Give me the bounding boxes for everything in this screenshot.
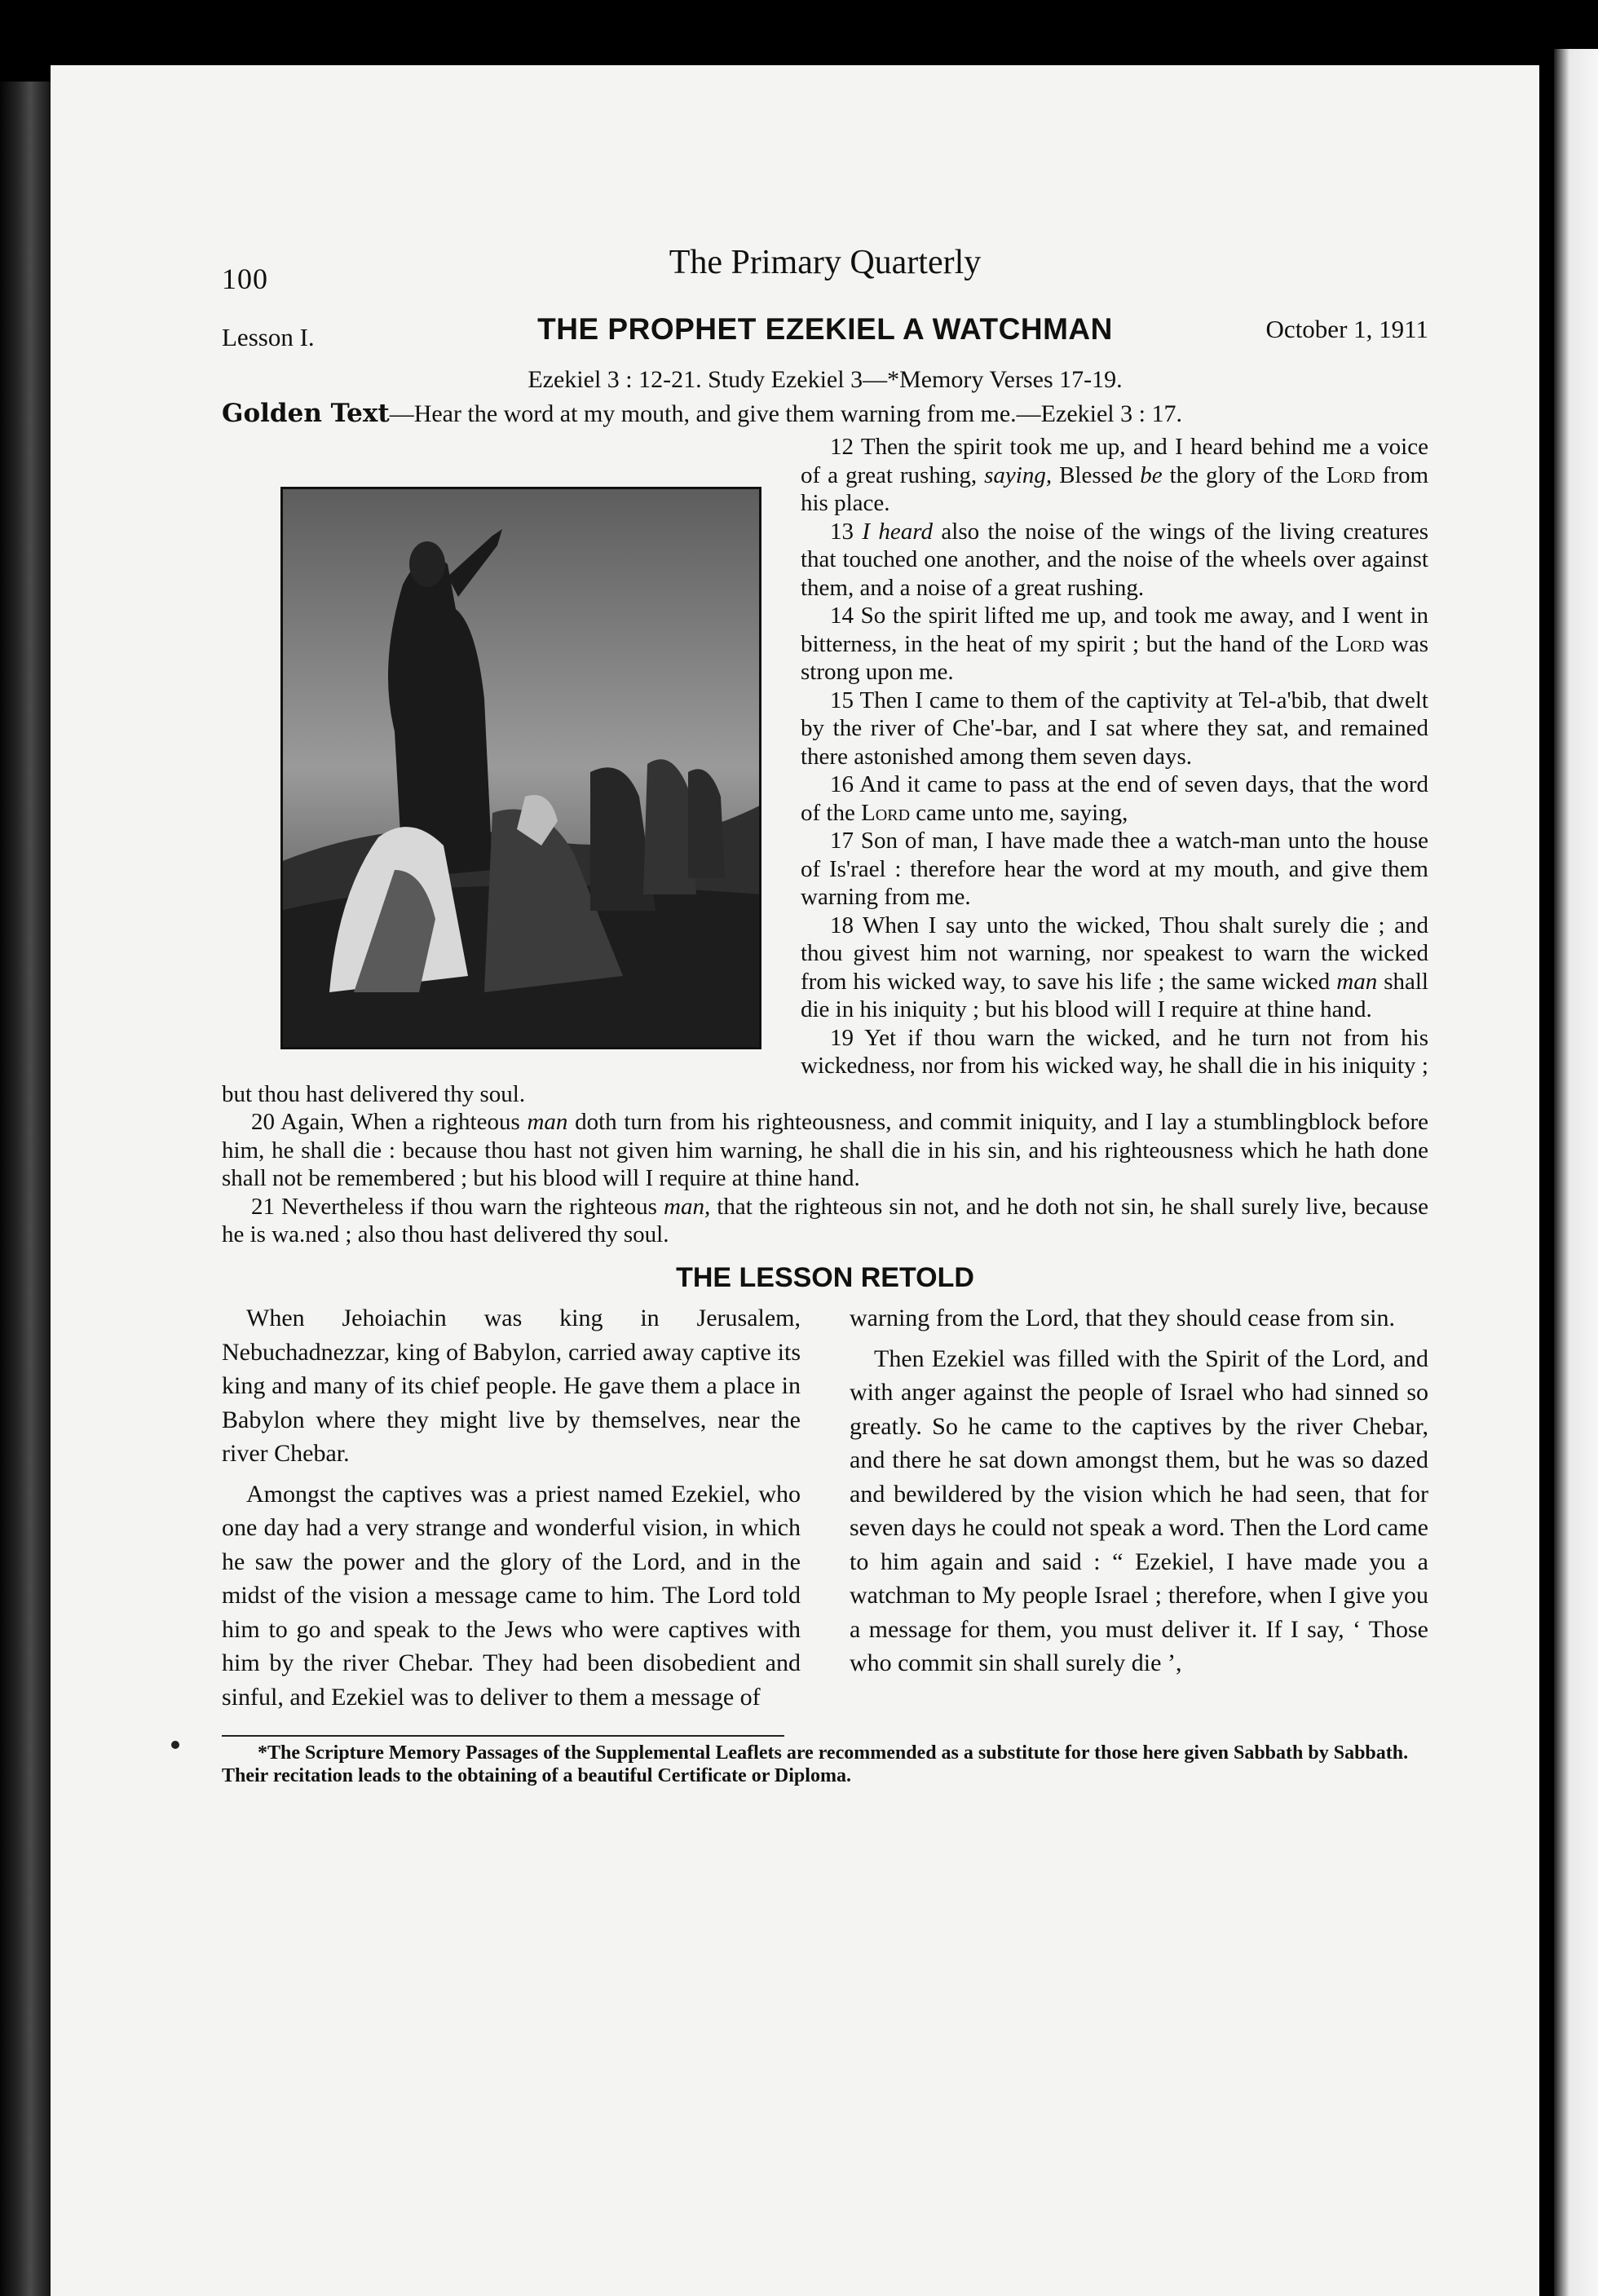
- verse-16: 16 And it came to pass at the end of seven days, that the word of the Lord came unto me, saying,: [801, 771, 1428, 826]
- lesson-number: Lesson I.: [222, 323, 315, 351]
- running-title: The Primary Quarterly: [669, 244, 982, 281]
- footnote: *The Scripture Memory Passages of the Supplemental Leaflets are recommended as a substitute for those here given Sabbath by Sabbath. Their recitation leads to the obtaining of a beautiful Certificate or Diploma.: [222, 1742, 1409, 1786]
- retold-left-column: [222, 1301, 801, 1720]
- retold-paragraph-3: Then Ezekiel was filled with the Spirit of the Lord, and with anger against the people of Israel who had sinned so greatly. So he came to the captives by the river Chebar, and there he sat down amongst them, but he was so dazed and bewildered by the vision which he had seen, that for seven days he could not speak a word. Then the Lord came to him again and said : “ Ezekiel, I have made you a watchman to My people Israel ; therefore, when I give you a message for them, you must deliver it. If I say, ‘ Those who commit sin shall surely die ’,: [850, 1344, 1428, 1676]
- scripture-reference: Ezekiel 3 : 12-21. Study Ezekiel 3—*Memory Verses 17-19.: [528, 366, 1123, 393]
- page-header: [222, 244, 1428, 295]
- prophet-engraving-image: [280, 487, 761, 1049]
- golden-text-label: Golden Text: [222, 398, 390, 428]
- lesson-header: [222, 312, 1428, 363]
- retold-paragraph-2-continued: warning from the Lord, that they should cease from sin.: [850, 1305, 1395, 1331]
- verse-17: 17 Son of man, I have made thee a watch-man unto the house of Is'rael : therefore hear the word at my mouth, and give them warning from me.: [801, 828, 1428, 910]
- verse-14: 14 So the spirit lifted me up, and took me away, and I went in bitterness, in the heat of my spirit ; but the hand of the Lord was strong upon me.: [801, 603, 1428, 685]
- lesson-title: THE PROPHET EZEKIEL A WATCHMAN: [537, 312, 1113, 346]
- book-binding: [0, 82, 51, 2296]
- book-page: [51, 65, 1539, 2296]
- retold-right-column: [850, 1301, 1428, 1720]
- lesson-retold-columns: [222, 1301, 1428, 1720]
- verse-20: 20 Again, When a righteous man doth turn from his righteousness, and commit iniquity, and I lay a stumblingblock before him, he shall die : because thou hast not given him warning, he shall die in his sin, and his righteousness which he hath done shall not be remembered ; but his blood will I require at thine hand.: [222, 1109, 1428, 1191]
- golden-text: [222, 400, 1428, 429]
- verse-12: 12 Then the spirit took me up, and I heard behind me a voice of a great rushing, saying, Blessed be the glory of the Lord from his place.: [801, 434, 1428, 516]
- ezekiel-illustration: [280, 487, 761, 1049]
- retold-paragraph-2: Amongst the captives was a priest named Ezekiel, who one day had a very strange and wonderful vision, in which he saw the power and the glory of the Lord, and in the midst of the vision a message came to him. The Lord told him to go and speak to the Jews who were captives with him by the river Chebar. They had been disobedient and sinful, and Ezekiel was to deliver to them a message of: [222, 1480, 801, 1711]
- verse-18: 18 When I say unto the wicked, Thou shalt surely die ; and thou givest him not warning, nor speakest to warn the wicked from his wicked way, to save his life ; the same wicked man shall die in his iniquity ; but his blood will I require at thine hand.: [801, 912, 1428, 1022]
- page-number: 100: [222, 263, 268, 295]
- lesson-date: October 1, 1911: [1265, 315, 1428, 343]
- verse-15: 15 Then I came to them of the captivity at Tel-a'bib, that dwelt by the river of Che'-bar, and I sat where they sat, and remained there astonished among them seven days.: [801, 687, 1428, 770]
- golden-text-body: —Hear the word at my mouth, and give them warning from me.—Ezekiel 3 : 17.: [389, 400, 1182, 427]
- verse-19: 19 Yet if thou warn the wicked, and he turn not from his wickedness, nor from his wicked way, he shall die in his iniquity ; but thou hast delivered thy soul.: [222, 1024, 1428, 1107]
- verse-13: 13 I heard also the noise of the wings of the living creatures that touched one another, and the noise of the wheels over against them, and a noise of a great rushing.: [801, 518, 1428, 601]
- page-content: [222, 244, 1429, 1787]
- adjacent-page-edge: [1554, 49, 1598, 2296]
- footnote-divider: [222, 1735, 784, 1737]
- verse-21: 21 Nevertheless if thou warn the righteous man, that the righteous sin not, and he doth not sin, he shall surely live, because he is wa.ned ; also thou hast delivered thy soul.: [222, 1193, 1429, 1247]
- margin-dot: [171, 1741, 179, 1749]
- scripture-verses: [222, 433, 1428, 1249]
- retold-paragraph-1: When Jehoiachin was king in Jerusalem, Nebuchadnezzar, king of Babylon, carried away captive its king and many of its chief people. He gave them a place in Babylon where they might live by themselves, near the river Chebar.: [222, 1305, 801, 1467]
- lesson-retold-heading: THE LESSON RETOLD: [676, 1261, 974, 1293]
